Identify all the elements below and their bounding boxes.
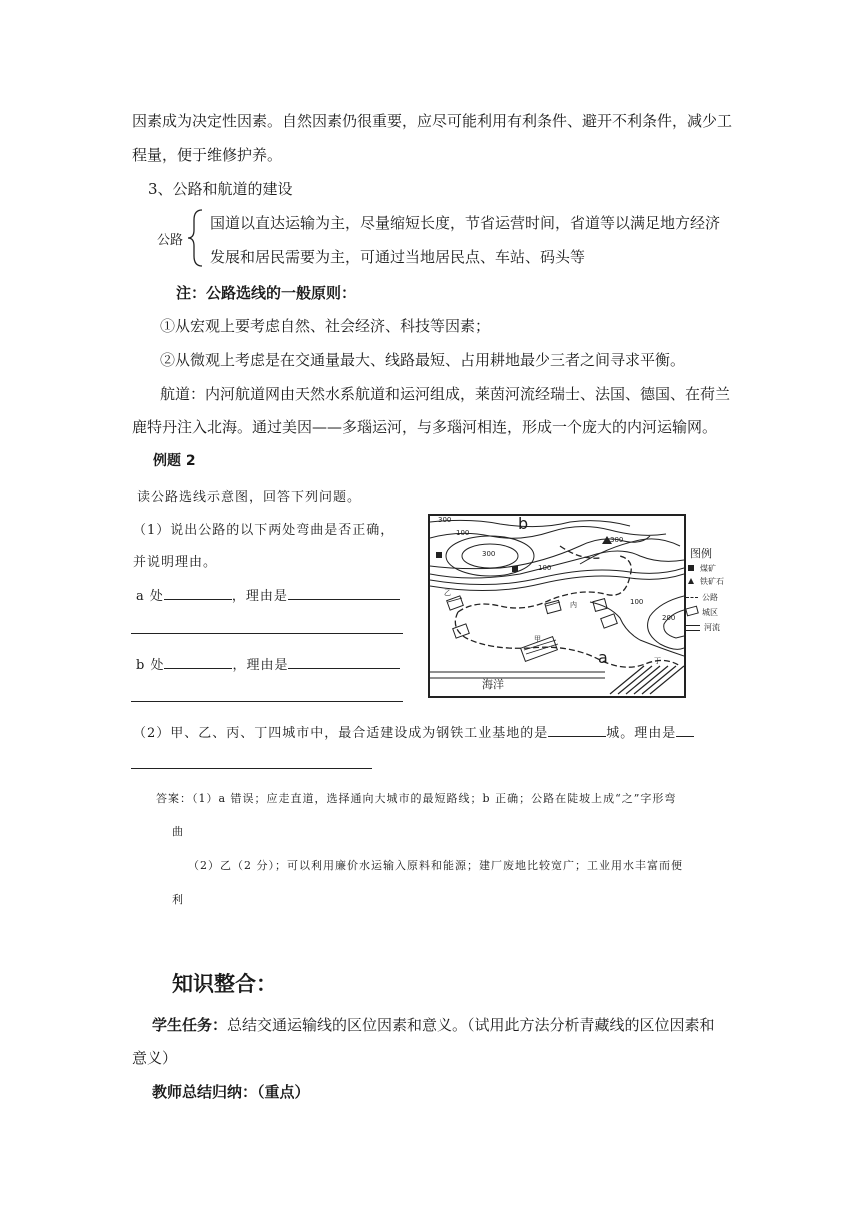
intro-line-1: 因素成为决定性因素。自然因素仍很重要，应尽可能利用有利条件、避开不利条件，减少工 (132, 112, 733, 130)
legend-city-label: 城区 (702, 608, 718, 617)
q1-b-reason-blank[interactable] (288, 654, 400, 669)
note-title: 注：公路选线的一般原则： (176, 284, 357, 302)
example-title: 例题 2 (153, 453, 196, 469)
road-icon (686, 597, 698, 598)
q1-b-blank[interactable] (164, 654, 232, 669)
answer-line-3: （2）乙（2 分）；可以利用廉价水运输入原料和能源；建厂废地比较宽广；工业用水丰富而便 (188, 859, 683, 872)
question-1-a (136, 585, 400, 604)
summary-title: 知识整合： (172, 972, 277, 996)
map-label-a: a (598, 648, 608, 667)
question-1-line-2: 并说明理由。 (133, 555, 218, 570)
teacher-summary: 教师总结归纳：（重点） (152, 1083, 310, 1101)
map-label-ding: 丁 (654, 657, 661, 665)
legend-river (686, 622, 720, 633)
map-legend (686, 545, 756, 655)
q1-a-blank[interactable] (164, 585, 232, 600)
question-1-b (136, 654, 400, 673)
legend-river-label: 河流 (704, 623, 720, 632)
q1-b-answer-line[interactable] (131, 701, 403, 702)
q1-a-answer-line[interactable] (131, 633, 403, 634)
map-label-nei: 内 (570, 601, 577, 609)
q1-b-mid: ，理由是 (232, 658, 289, 673)
legend-road-label: 公路 (702, 593, 718, 602)
legend-iron (686, 576, 724, 587)
brace-icon (186, 208, 206, 268)
contour-label-100-right: 100 (630, 598, 644, 606)
waterway-line-1: 航道：内河航道网由天然水系航道和运河组成，莱茵河流经瑞士、法国、德国、在荷兰 (160, 385, 731, 403)
q2-reason-blank[interactable] (676, 722, 694, 737)
intro-line-2: 程量，便于维修护养。 (132, 146, 283, 164)
contour-label-100-mid: 100 (538, 564, 552, 572)
question-1-line-1: （1）说出公路的以下两处弯曲是否正确， (133, 523, 395, 538)
example-intro: 读公路选线示意图，回答下列问题。 (137, 490, 362, 505)
contour-label-300-top: 300 (438, 516, 452, 524)
q1-a-mid: ，理由是 (231, 589, 288, 604)
answer-line-2: 曲 (172, 825, 183, 838)
contour-label-300-mid: 300 (482, 550, 496, 558)
map-label-yi: 乙 (444, 589, 451, 597)
legend-coal (686, 563, 716, 574)
map-label-jia: 甲 (534, 635, 541, 643)
road-line-1: 国道以直达运输为主，尽量缩短长度，节省运营时间，省道等以满足地方经济 (210, 214, 721, 232)
q1-a-reason-blank[interactable] (288, 585, 400, 600)
q1-b-prefix: b 处 (136, 658, 165, 673)
map-drawing (430, 516, 684, 696)
waterway-line-2: 鹿特丹注入北海。通过美因——多瑙运河，与多瑙河相连，形成一个庞大的内河运输网。 (132, 418, 718, 436)
section-3-title: 3、公路和航道的建设 (148, 180, 293, 198)
student-task-label: 学生任务： (152, 1016, 228, 1034)
contour-label-200-right: 200 (662, 614, 676, 622)
coal-mine-icon (688, 565, 694, 571)
legend-iron-label: 铁矿石 (700, 577, 724, 586)
road-label: 公路 (157, 233, 184, 248)
road-line-2: 发展和居民需要为主，可通过当地居民点、车站、码头等 (210, 248, 586, 266)
legend-road (686, 592, 718, 603)
principle-1: ①从宏观上要考虑自然、社会经济、科技等因素； (160, 317, 491, 335)
student-task-text: 总结交通运输线的区位因素和意义。（试用此方法分析青藏线的区位因素和 (227, 1016, 715, 1034)
legend-city (686, 607, 718, 618)
answer-line-4: 利 (172, 893, 183, 906)
question-2 (133, 722, 694, 741)
q2-answer-line[interactable] (131, 768, 372, 769)
legend-coal-label: 煤矿 (700, 564, 716, 573)
q2-mid: 城。理由是 (606, 726, 677, 741)
student-task-line-2: 意义） (132, 1049, 178, 1067)
contour-label-100-top: 100 (456, 529, 470, 537)
map-ocean-label: 海洋 (482, 678, 504, 691)
contour-label-300-right: 300 (610, 536, 624, 544)
legend-title: 图例 (690, 547, 712, 560)
road-route-map (428, 514, 686, 698)
q1-a-prefix: a 处 (136, 589, 164, 604)
q2-city-blank[interactable] (548, 722, 606, 737)
river-icon (686, 625, 700, 631)
student-task-line-1 (152, 1014, 715, 1035)
answer-line-1: 答案：（1）a 错误；应走直道，选择通向大城市的最短路线；b 正确；公路在陡坡上成“之”字形弯 (156, 792, 677, 805)
city-icon (685, 606, 699, 617)
principle-2: ②从微观上考虑是在交通量最大、线路最短、占用耕地最少三者之间寻求平衡。 (160, 351, 686, 369)
q2-text: （2）甲、乙、丙、丁四城市中，最合适建设成为钢铁工业基地的是 (133, 726, 549, 741)
iron-ore-icon (688, 578, 694, 584)
map-label-b: b (518, 514, 529, 533)
